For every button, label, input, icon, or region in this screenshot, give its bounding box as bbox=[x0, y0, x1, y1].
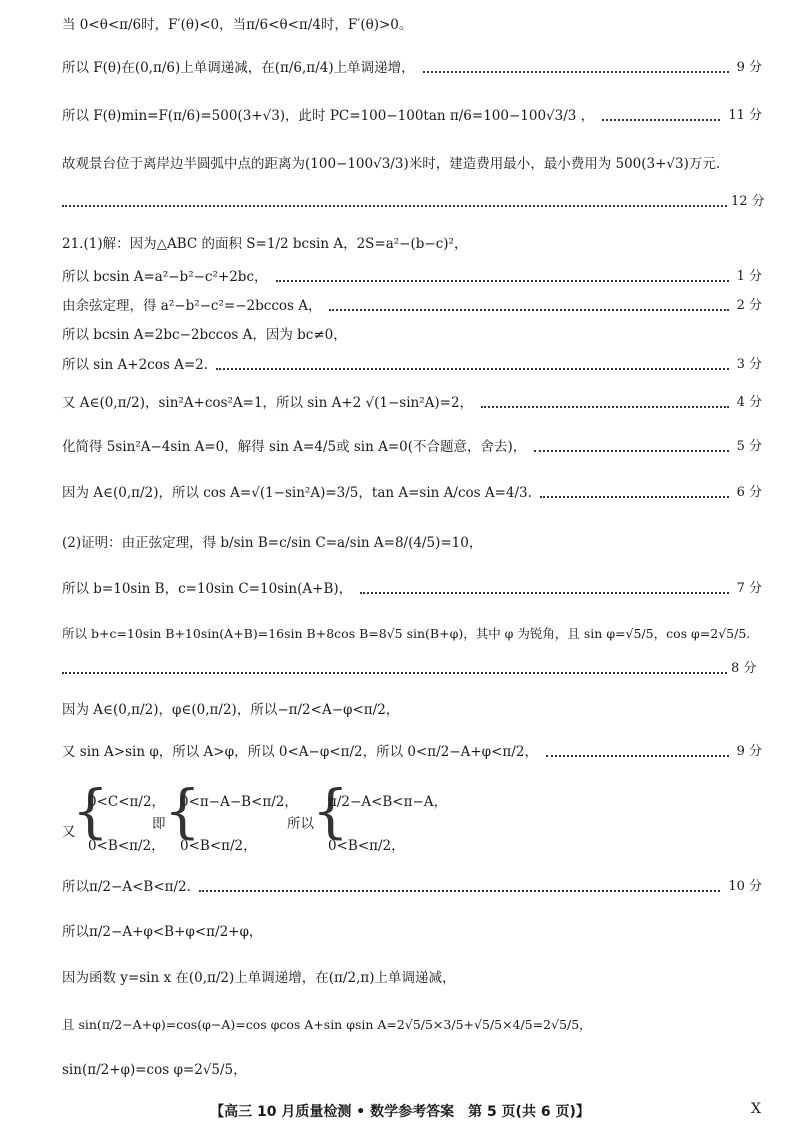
line-cos-phi: sin(π/2+φ)=cos φ=2√5/5， bbox=[62, 1062, 247, 1078]
line-sine-monotonic: 因为函数 y=sin x 在(0,π/2)上单调递增，在(π/2,π)上单调递减， bbox=[62, 970, 456, 986]
score-mark: 9 分 bbox=[736, 60, 762, 75]
score-mark: 2 分 bbox=[736, 298, 762, 313]
left-brace-icon: { bbox=[164, 777, 201, 845]
line-derivative-sign: 当 0<θ<π/6时，F′(θ)<0，当π/6<θ<π/4时，F′(θ)>0。 bbox=[62, 17, 413, 33]
corner-mark: X bbox=[751, 1101, 761, 1117]
score-mark: 5 分 bbox=[736, 439, 762, 454]
system-2-top: 0<π−A−B<π/2， bbox=[180, 794, 298, 810]
system-1-bottom: 0<B<π/2， bbox=[88, 838, 165, 854]
score-mark: 7 分 bbox=[736, 581, 762, 596]
line-sin-value: 且 sin(π/2−A+φ)=cos(φ−A)=cos φcos A+sin φsin A=2√5/5×3/5+√5/5×4/5=2√5/5， bbox=[62, 1017, 592, 1032]
dotted-leader bbox=[62, 205, 727, 207]
line-step-3: 所以 sin A+2cos A=2. 3 分 bbox=[62, 357, 762, 373]
system-prefix: 又 bbox=[62, 824, 76, 840]
line-step-bc: 所以 bcsin A=2bc−2bccos A，因为 bc≠0， bbox=[62, 327, 347, 343]
score-mark: 10 分 bbox=[728, 879, 762, 894]
line-angle-range: 因为 A∈(0,π/2)，φ∈(0,π/2)，所以−π/2<A−φ<π/2， bbox=[62, 702, 400, 718]
system-1-top: 0<C<π/2， bbox=[88, 794, 166, 810]
system-3-top: π/2−A<B<π−A， bbox=[328, 794, 448, 810]
system-middle-word: 即 bbox=[152, 816, 166, 832]
system-3-bottom: 0<B<π/2， bbox=[328, 838, 405, 854]
page-footer: 【高三 10 月质量检测 • 数学参考答案 第 5 页(共 6 页)】 bbox=[210, 1104, 590, 1120]
line-step-9: 又 sin A>sin φ，所以 A>φ，所以 0<A−φ<π/2，所以 0<π/2−A+φ<π/2， 9 分 bbox=[62, 744, 762, 760]
score-mark: 6 分 bbox=[736, 485, 762, 500]
line-min-value: 所以 F(θ)min=F(π/6)=500(3+√3)，此时 PC=100−100tan π/6=100−100√3/3 ， 11 分 bbox=[62, 108, 762, 124]
line-monotonic: 所以 F(θ)在(0,π/6)上单调递减，在(π/6,π/4)上单调递增， 9 分 bbox=[62, 60, 762, 76]
line-step-6: 因为 A∈(0,π/2)，所以 cos A=√(1−sin²A)=3/5，tan A=sin A/cos A=4/3. 6 分 bbox=[62, 485, 762, 501]
line-part2-intro: (2)证明：由正弦定理，得 b/sin B=c/sin C=a/sin A=8/(4/5)=10， bbox=[62, 535, 483, 551]
left-brace-icon: { bbox=[312, 777, 349, 845]
score-mark: 8 分 bbox=[731, 661, 757, 676]
score-mark: 1 分 bbox=[736, 269, 762, 284]
line-shifted-range: 所以π/2−A+φ<B+φ<π/2+φ， bbox=[62, 924, 263, 940]
score-mark: 12 分 bbox=[731, 194, 765, 209]
score-mark: 9 分 bbox=[736, 744, 762, 759]
line-step-1: 所以 bcsin A=a²−b²−c²+2bc， 1 分 bbox=[62, 269, 762, 285]
line-b-plus-c: 所以 b+c=10sin B+10sin(A+B)=16sin B+8cos B=8√5 sin(B+φ)，其中 φ 为锐角，且 sin φ=√5/5，cos φ=2√5/5. bbox=[62, 626, 751, 641]
line-conclusion: 故观景台位于离岸边半圆弧中点的距离为(100−100√3/3)米时，建造费用最小，最小费用为 500(3+√3)万元. bbox=[62, 156, 721, 172]
score-mark: 3 分 bbox=[736, 357, 762, 372]
system-conclude-word: 所以 bbox=[287, 816, 314, 832]
line-step-7: 所以 b=10sin B，c=10sin C=10sin(A+B)， 7 分 bbox=[62, 581, 762, 597]
line-step-10: 所以π/2−A<B<π/2. 10 分 bbox=[62, 879, 762, 895]
left-brace-icon: { bbox=[72, 777, 109, 845]
line-q21-intro: 21.(1)解：因为△ABC 的面积 S=1/2 bcsin A，2S=a²−(b−c)²， bbox=[62, 236, 468, 252]
line-step-2: 由余弦定理，得 a²−b²−c²=−2bccos A， 2 分 bbox=[62, 298, 762, 314]
score-mark: 4 分 bbox=[736, 395, 762, 410]
dotted-leader bbox=[62, 672, 727, 674]
line-step-4: 又 A∈(0,π/2)，sin²A+cos²A=1，所以 sin A+2 √(1−sin²A)=2， 4 分 bbox=[62, 395, 762, 411]
line-step-5: 化简得 5sin²A−4sin A=0，解得 sin A=4/5或 sin A=0(不合题意，舍去)， 5 分 bbox=[62, 439, 762, 455]
system-2-bottom: 0<B<π/2， bbox=[180, 838, 257, 854]
score-mark: 11 分 bbox=[728, 108, 762, 123]
